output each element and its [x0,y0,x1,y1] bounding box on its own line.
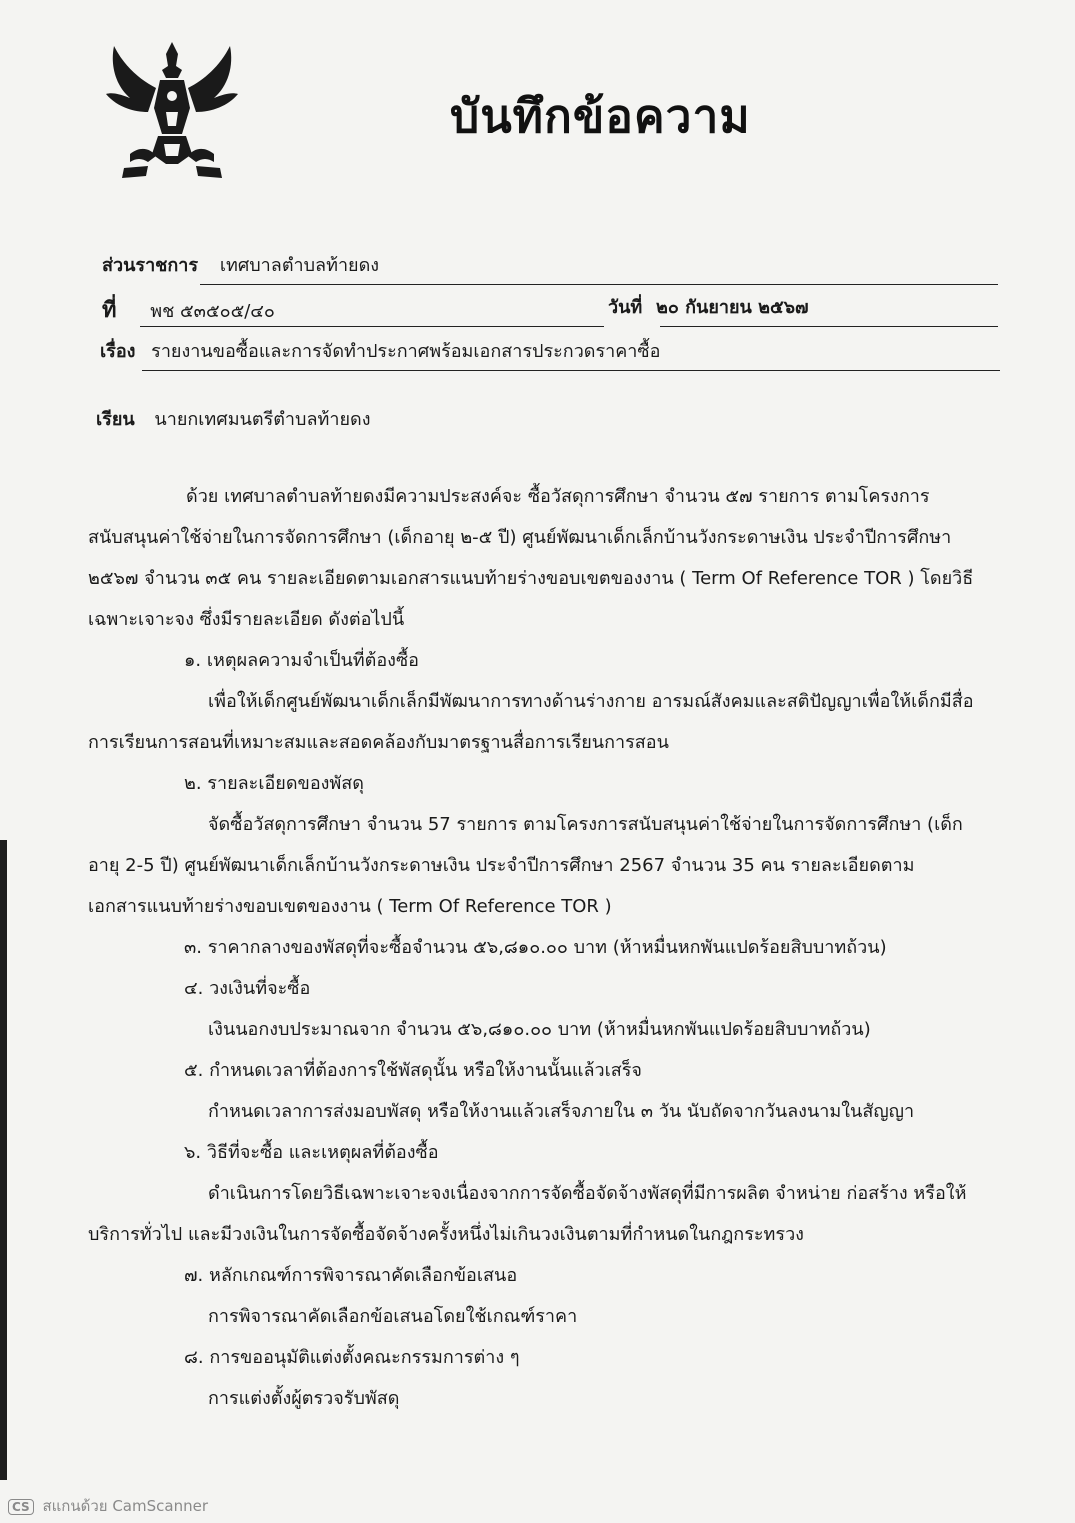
salutation-label: เรียน [96,409,135,430]
section-3-heading: ๓. ราคากลางของพัสดุที่จะซื้อจำนวน ๕๖,๘๑๐.๐๐ บาท (ห้าหมื่นหกพันแปดร้อยสิบบาทถ้วน) [184,937,887,958]
subject-value: รายงานขอซื้อและการจัดทำประกาศพร้อมเอกสารประกวดราคาซื้อ [151,341,661,362]
scan-edge-shadow [0,840,7,1480]
ref-underline [140,326,604,327]
salutation-row [96,404,371,433]
intro-line: ด้วย เทศบาลตำบลท้ายดงมีความประสงค์จะ ซื้อวัสดุการศึกษา จำนวน ๕๗ รายการ ตามโครงการ [186,486,930,507]
section-2-text: อายุ 2-5 ปี) ศูนย์พัฒนาเด็กเล็กบ้านวังกระดาษเงิน ประจำปีการศึกษา 2567 จำนวน 35 คน รายละเอียดตาม [88,855,915,876]
garuda-emblem [100,36,245,186]
intro-line: สนับสนุนค่าใช้จ่ายในการจัดการศึกษา (เด็กอายุ ๒-๕ ปี) ศูนย์พัฒนาเด็กเล็กบ้านวังกระดาษเงิน ประจำปีการศึกษา [88,527,952,548]
date-value: ๒๐ กันยายน ๒๕๖๗ [656,297,809,318]
scanner-watermark-text: สแกนด้วย CamScanner [42,1497,208,1515]
intro-line: เฉพาะเจาะจง ซึ่งมีรายละเอียด ดังต่อไปนี้ [88,609,405,630]
agency-underline [200,284,998,285]
camscanner-logo-icon: CS [8,1499,34,1515]
date-row [608,292,809,321]
section-7-heading: ๗. หลักเกณฑ์การพิจารณาคัดเลือกข้อเสนอ [184,1265,518,1286]
scanner-watermark [8,1494,208,1518]
ref-row [102,292,275,327]
section-2-text: จัดซื้อวัสดุการศึกษา จำนวน 57 รายการ ตามโครงการสนับสนุนค่าใช้จ่ายในการจัดการศึกษา (เด็ก [208,814,963,835]
section-1-heading: ๑. เหตุผลความจำเป็นที่ต้องซื้อ [184,650,419,671]
section-2-text: เอกสารแนบท้ายร่างขอบเขตของงาน ( Term Of Reference TOR ) [88,896,612,917]
section-4-heading: ๔. วงเงินที่จะซื้อ [184,978,311,999]
section-5-heading: ๕. กำหนดเวลาที่ต้องการใช้พัสดุนั้น หรือให้งานนั้นแล้วเสร็จ [184,1060,642,1081]
date-underline [660,326,998,327]
section-6-text: ดำเนินการโดยวิธีเฉพาะเจาะจงเนื่องจากการจัดซื้อจัดจ้างพัสดุที่มีการผลิต จำหน่าย ก่อสร้าง หรือให้ [208,1183,967,1204]
salutation-value: นายกเทศมนตรีตำบลท้ายดง [154,409,371,430]
subject-label: เรื่อง [100,341,136,362]
section-6-heading: ๖. วิธีที่จะซื้อ และเหตุผลที่ต้องซื้อ [184,1142,439,1163]
date-label: วันที่ [608,297,643,318]
section-2-heading: ๒. รายละเอียดของพัสดุ [184,773,364,794]
section-8-heading: ๘. การขออนุมัติแต่งตั้งคณะกรรมการต่าง ๆ [184,1347,520,1368]
intro-line: ๒๕๖๗ จำนวน ๓๕ คน รายละเอียดตามเอกสารแนบท้ายร่างขอบเขตของงาน ( Term Of Reference TOR ) โดยวิธี [88,568,974,589]
subject-row [100,336,660,365]
ref-label: ที่ [102,298,117,323]
section-8-text: การแต่งตั้งผู้ตรวจรับพัสดุ [208,1388,400,1409]
section-6-text: บริการทั่วไป และมีวงเงินในการจัดซื้อจัดจ้างครั้งหนึ่งไม่เกินวงเงินตามที่กำหนดในกฎกระทรวง [88,1224,804,1245]
section-1-text: การเรียนการสอนที่เหมาะสมและสอดคล้องกับมาตรฐานสื่อการเรียนการสอน [88,732,669,753]
subject-underline [142,370,1000,371]
section-5-text: กำหนดเวลาการส่งมอบพัสดุ หรือให้งานแล้วเสร็จภายใน ๓ วัน นับถัดจากวันลงนามในสัญญา [208,1101,915,1122]
agency-label: ส่วนราชการ [102,255,199,276]
document-title: บันทึกข้อความ [450,89,751,143]
section-7-text: การพิจารณาคัดเลือกข้อเสนอโดยใช้เกณฑ์ราคา [208,1306,578,1327]
section-1-text: เพื่อให้เด็กศูนย์พัฒนาเด็กเล็กมีพัฒนาการทางด้านร่างกาย อารมณ์สังคมและสติปัญญาเพื่อให้เด็กมีสื่อ [208,691,974,712]
ref-value: พช ๕๓๕๐๕/๔๐ [150,301,275,322]
agency-row [102,250,379,279]
agency-value: เทศบาลตำบลท้ายดง [219,255,380,276]
section-4-text: เงินนอกงบประมาณจาก จำนวน ๕๖,๘๑๐.๐๐ บาท (ห้าหมื่นหกพันแปดร้อยสิบบาทถ้วน) [208,1019,871,1040]
